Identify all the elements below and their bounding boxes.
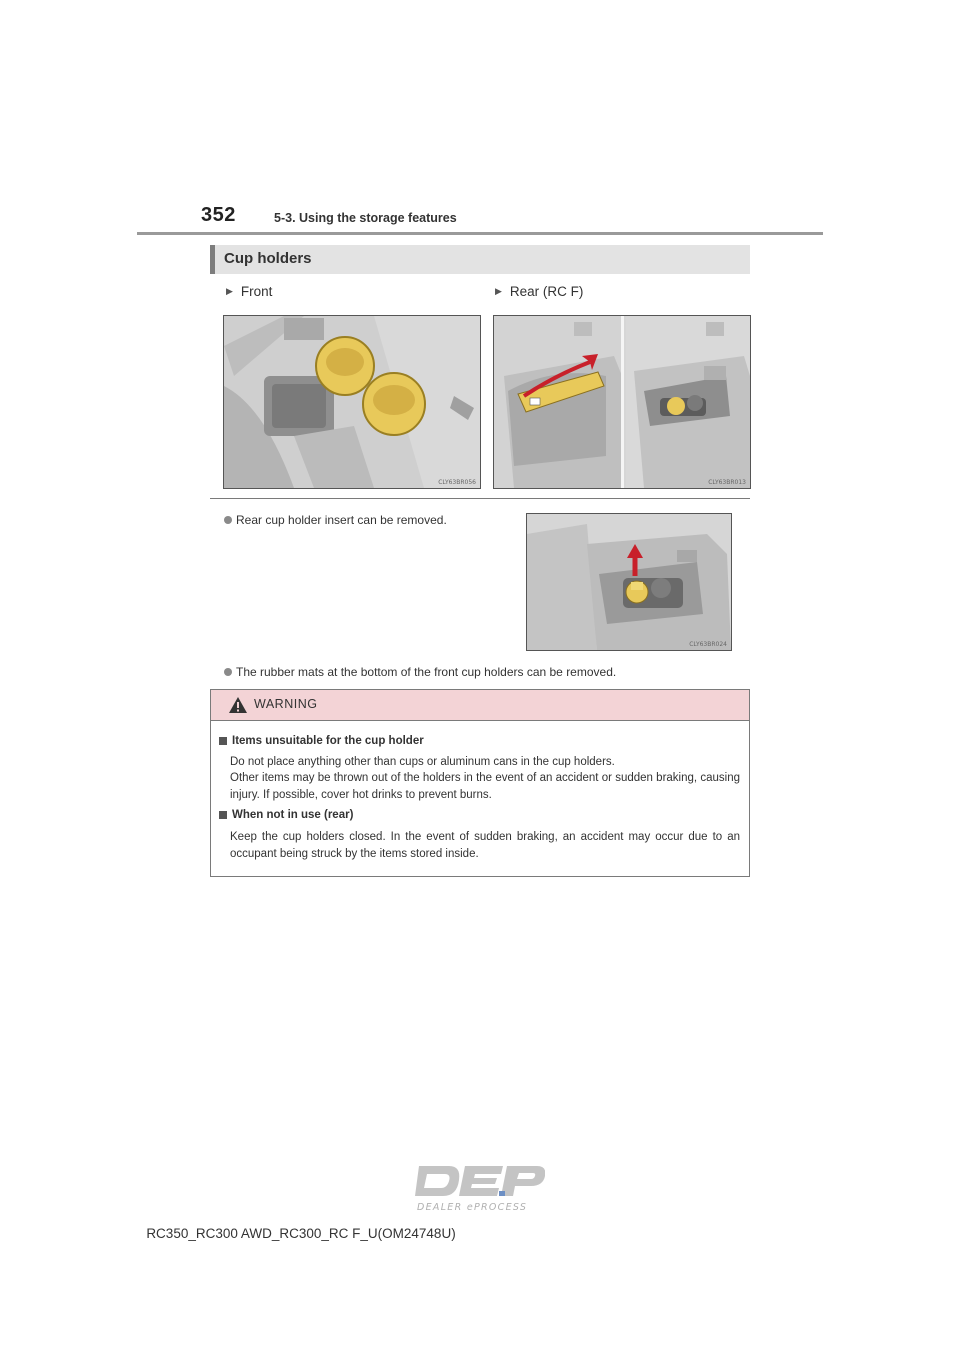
bullet-dot-icon [224, 668, 232, 676]
warning-item-text: Do not place anything other than cups or aluminum cans in the cup holders. [230, 756, 615, 768]
divider [210, 498, 750, 499]
section-accent [210, 245, 215, 274]
note-insert-text: Rear cup holder insert can be removed. [236, 513, 447, 527]
rear-label: Rear (RC F) [509, 284, 584, 299]
triangle-right-icon: ▶ [495, 286, 502, 296]
section-heading-bar [210, 245, 750, 274]
section-heading: Cup holders [224, 250, 312, 267]
front-label-row [226, 284, 272, 299]
header-rule [137, 232, 823, 235]
bullet-dot-icon [224, 516, 232, 524]
warning-item-heading: When not in use (rear) [219, 809, 353, 821]
footer [0, 1226, 960, 1241]
warning-item-text: Keep the cup holders closed. In the event of sudden braking, an accident may occur due to an occupant being struck by the items stored inside. [230, 831, 740, 860]
section-title: 5-3. Using the storage features [274, 211, 457, 225]
footer-model: RC350_RC300 AWD_RC300_RC F_U(OM24748U) [146, 1226, 456, 1241]
page-number: 352 [201, 204, 236, 226]
rear-cup-holder-illustration [493, 315, 751, 489]
figure-code: CLY63BR024 [689, 641, 727, 648]
square-bullet-icon [219, 737, 227, 745]
note-insert [224, 513, 447, 527]
figure-code: CLY63BR013 [708, 479, 746, 486]
warning-triangle-icon [228, 696, 248, 714]
warning-title: WARNING [254, 697, 318, 711]
front-label: Front [240, 284, 273, 299]
logo-text: DEALER ePROCESS [417, 1202, 528, 1213]
dealer-eprocess-logo [415, 1164, 545, 1216]
square-bullet-icon [219, 811, 227, 819]
rear-insert-illustration [526, 513, 732, 651]
note-mats-text: The rubber mats at the bottom of the front cup holders can be removed. [236, 665, 617, 679]
rear-label-row [495, 284, 583, 299]
triangle-right-icon: ▶ [226, 286, 233, 296]
warning-item-text: Other items may be thrown out of the holders in the event of an accident or sudden braking, causing injury. If possible, cover hot drinks to prevent burns. [230, 772, 740, 801]
front-cup-holder-illustration [223, 315, 481, 489]
warning-box [210, 689, 750, 877]
warning-header [211, 690, 749, 721]
figure-code: CLY63BR056 [438, 479, 476, 486]
warning-item-heading: Items unsuitable for the cup holder [219, 735, 424, 747]
note-mats [224, 665, 616, 679]
